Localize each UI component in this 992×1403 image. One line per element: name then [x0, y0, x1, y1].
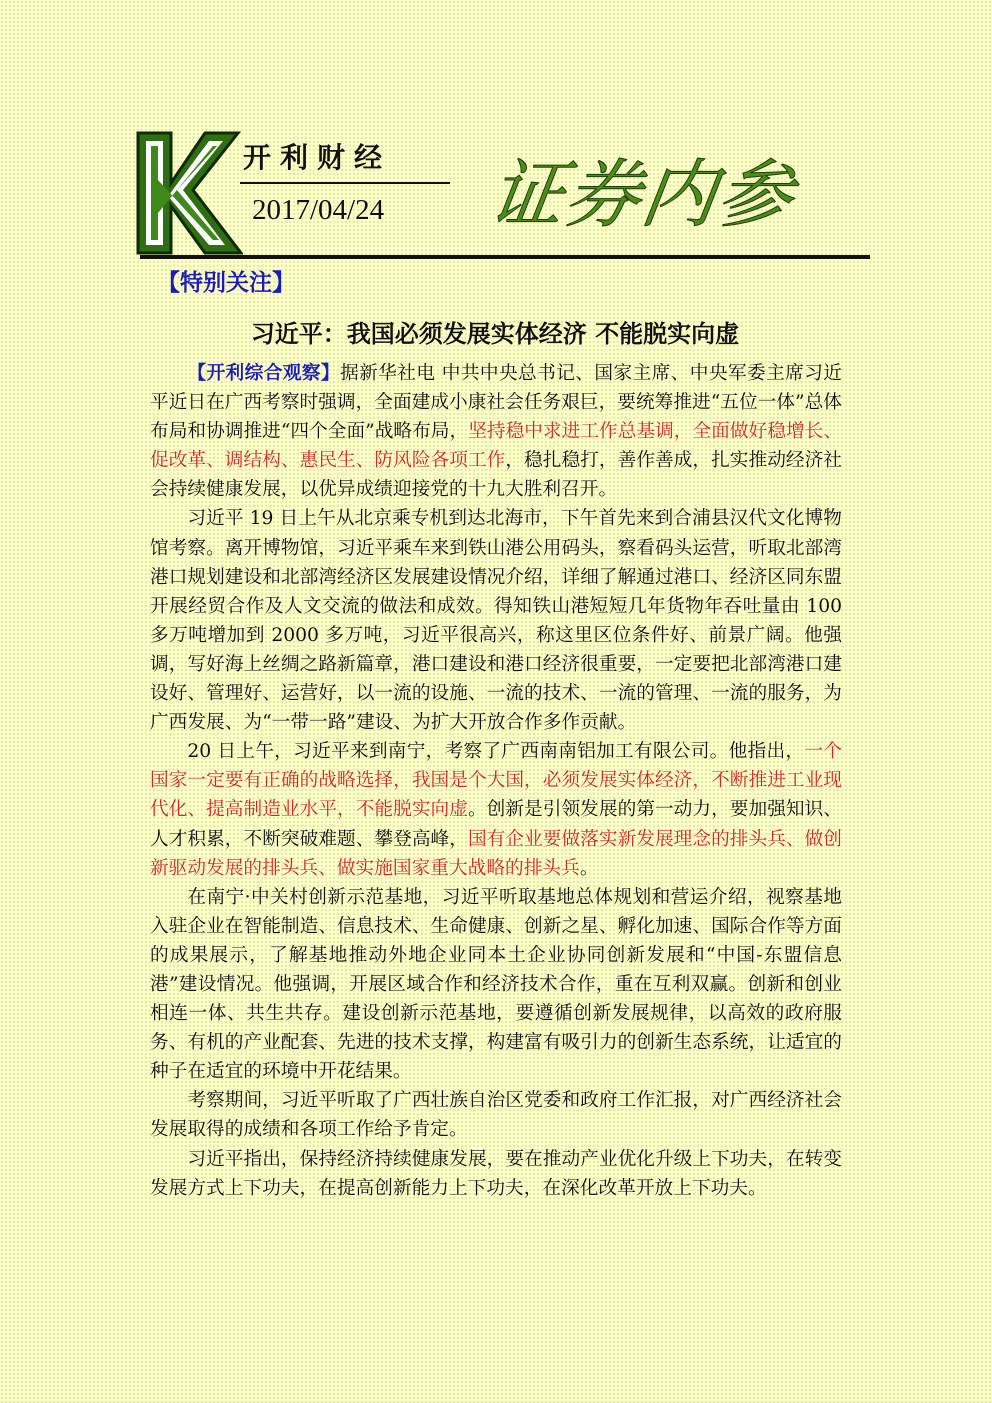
paragraph-6: 习近平指出，保持经济持续健康发展，要在推动产业优化升级上下功夫，在转变发展方式上下功夫，在提高创新能力上下功夫，在深化改革开放上下功夫。 — [150, 1148, 842, 1199]
masthead-divider — [240, 182, 450, 184]
text-span: 20 日上午，习近平来到南宁，考察了广西南南铝加工有限公司。他指出， — [187, 741, 805, 763]
brand-k-logo — [133, 128, 243, 258]
text-span: 据新华社电 中共中央总书记、国家主席、中央军委主席习近平近日在广西考察时强调，全面建成小康社会任务艰巨，要统筹推进“五位一体”总体布局和协调推进“四个全面”战略布局， — [150, 363, 842, 443]
highlight-span: 一个国家一定要有正确的战略选择，我国是个大国，必须发展实体经济，不断推进工业现代化、提高制造业水平，不能脱实向虚 — [150, 741, 842, 821]
text-span: ，稳扎稳打，善作善成，扎实推动经济社会持续健康发展，以优异成绩迎接党的十九大胜利召开。 — [150, 450, 842, 501]
article-body — [150, 359, 842, 1203]
publication-title-logo: 证券内参 — [483, 152, 801, 238]
paragraph-5: 考察期间，习近平听取了广西壮族自治区党委和政府工作汇报，对广西经济社会发展取得的成绩和各项工作给予肯定。 — [150, 1090, 842, 1141]
brand-name: 开利财经 — [243, 141, 392, 174]
article-headline: 习近平：我国必须发展实体经济 不能脱实向虚 — [250, 320, 740, 348]
text-span: 。 — [579, 857, 599, 879]
source-tag: 【开利综合观察】 — [187, 363, 341, 384]
header-rule — [140, 255, 870, 259]
paragraph-2: 习近平 19 日上午从北京乘专机到达北海市，下午首先来到合浦县汉代文化博物馆考察。离开博物馆，习近平乘车来到铁山港公用码头，察看码头运营，听取北部湾港口规划建设和北部湾经济区发展建设情况介绍，详细了解通过港口、经济区同东盟开展经贸合作及人文交流的做法和成效。得知铁山港短短几年货物年吞吐量由 100 多万吨增加到 2000 多万吨，习近平很高兴，称这里区位条件好、前景广阔。他强调，写好海上丝绸之路新篇章，港口建设和港口经济很重要，一定要把北部湾港口建设好、管理好、运营好，以一流的设施、一流的技术、一流的管理、一流的服务，为广西发展、为“一带一路”建设、为扩大开放合作多作贡献。 — [150, 508, 842, 734]
paragraph-3 — [150, 737, 842, 882]
text-span: 。创新是引领发展的第一动力，要加强知识、人才积累，不断突破难题、攀登高峰， — [150, 799, 842, 850]
section-tag: 【特别关注】 — [157, 270, 295, 296]
paragraph-1 — [150, 359, 842, 504]
highlight-span: 坚持稳中求进工作总基调，全面做好稳增长、促改革、调结构、惠民生、防风险各项工作 — [150, 421, 843, 472]
issue-date: 2017/04/24 — [252, 194, 385, 226]
highlight-span: 国有企业要做落实新发展理念的排头兵、做创新驱动发展的排头兵、做实施国家重大战略的排头兵 — [150, 828, 842, 879]
paragraph-4: 在南宁·中关村创新示范基地，习近平听取基地总体规划和营运介绍，视察基地入驻企业在智能制造、信息技术、生命健康、创新之星、孵化加速、国际合作等方面的成果展示，了解基地推动外地企业同本土企业协同创新发展和“中国-东盟信息港”建设情况。他强调，开展区域合作和经济技术合作，重在互利双赢。创新和创业相连一体、共生共存。建设创新示范基地，要遵循创新发展规律，以高效的政府服务、有机的产业配套、先进的技术支撑，构建富有吸引力的创新生态系统，让适宜的种子在适宜的环境中开花结果。 — [150, 886, 842, 1083]
